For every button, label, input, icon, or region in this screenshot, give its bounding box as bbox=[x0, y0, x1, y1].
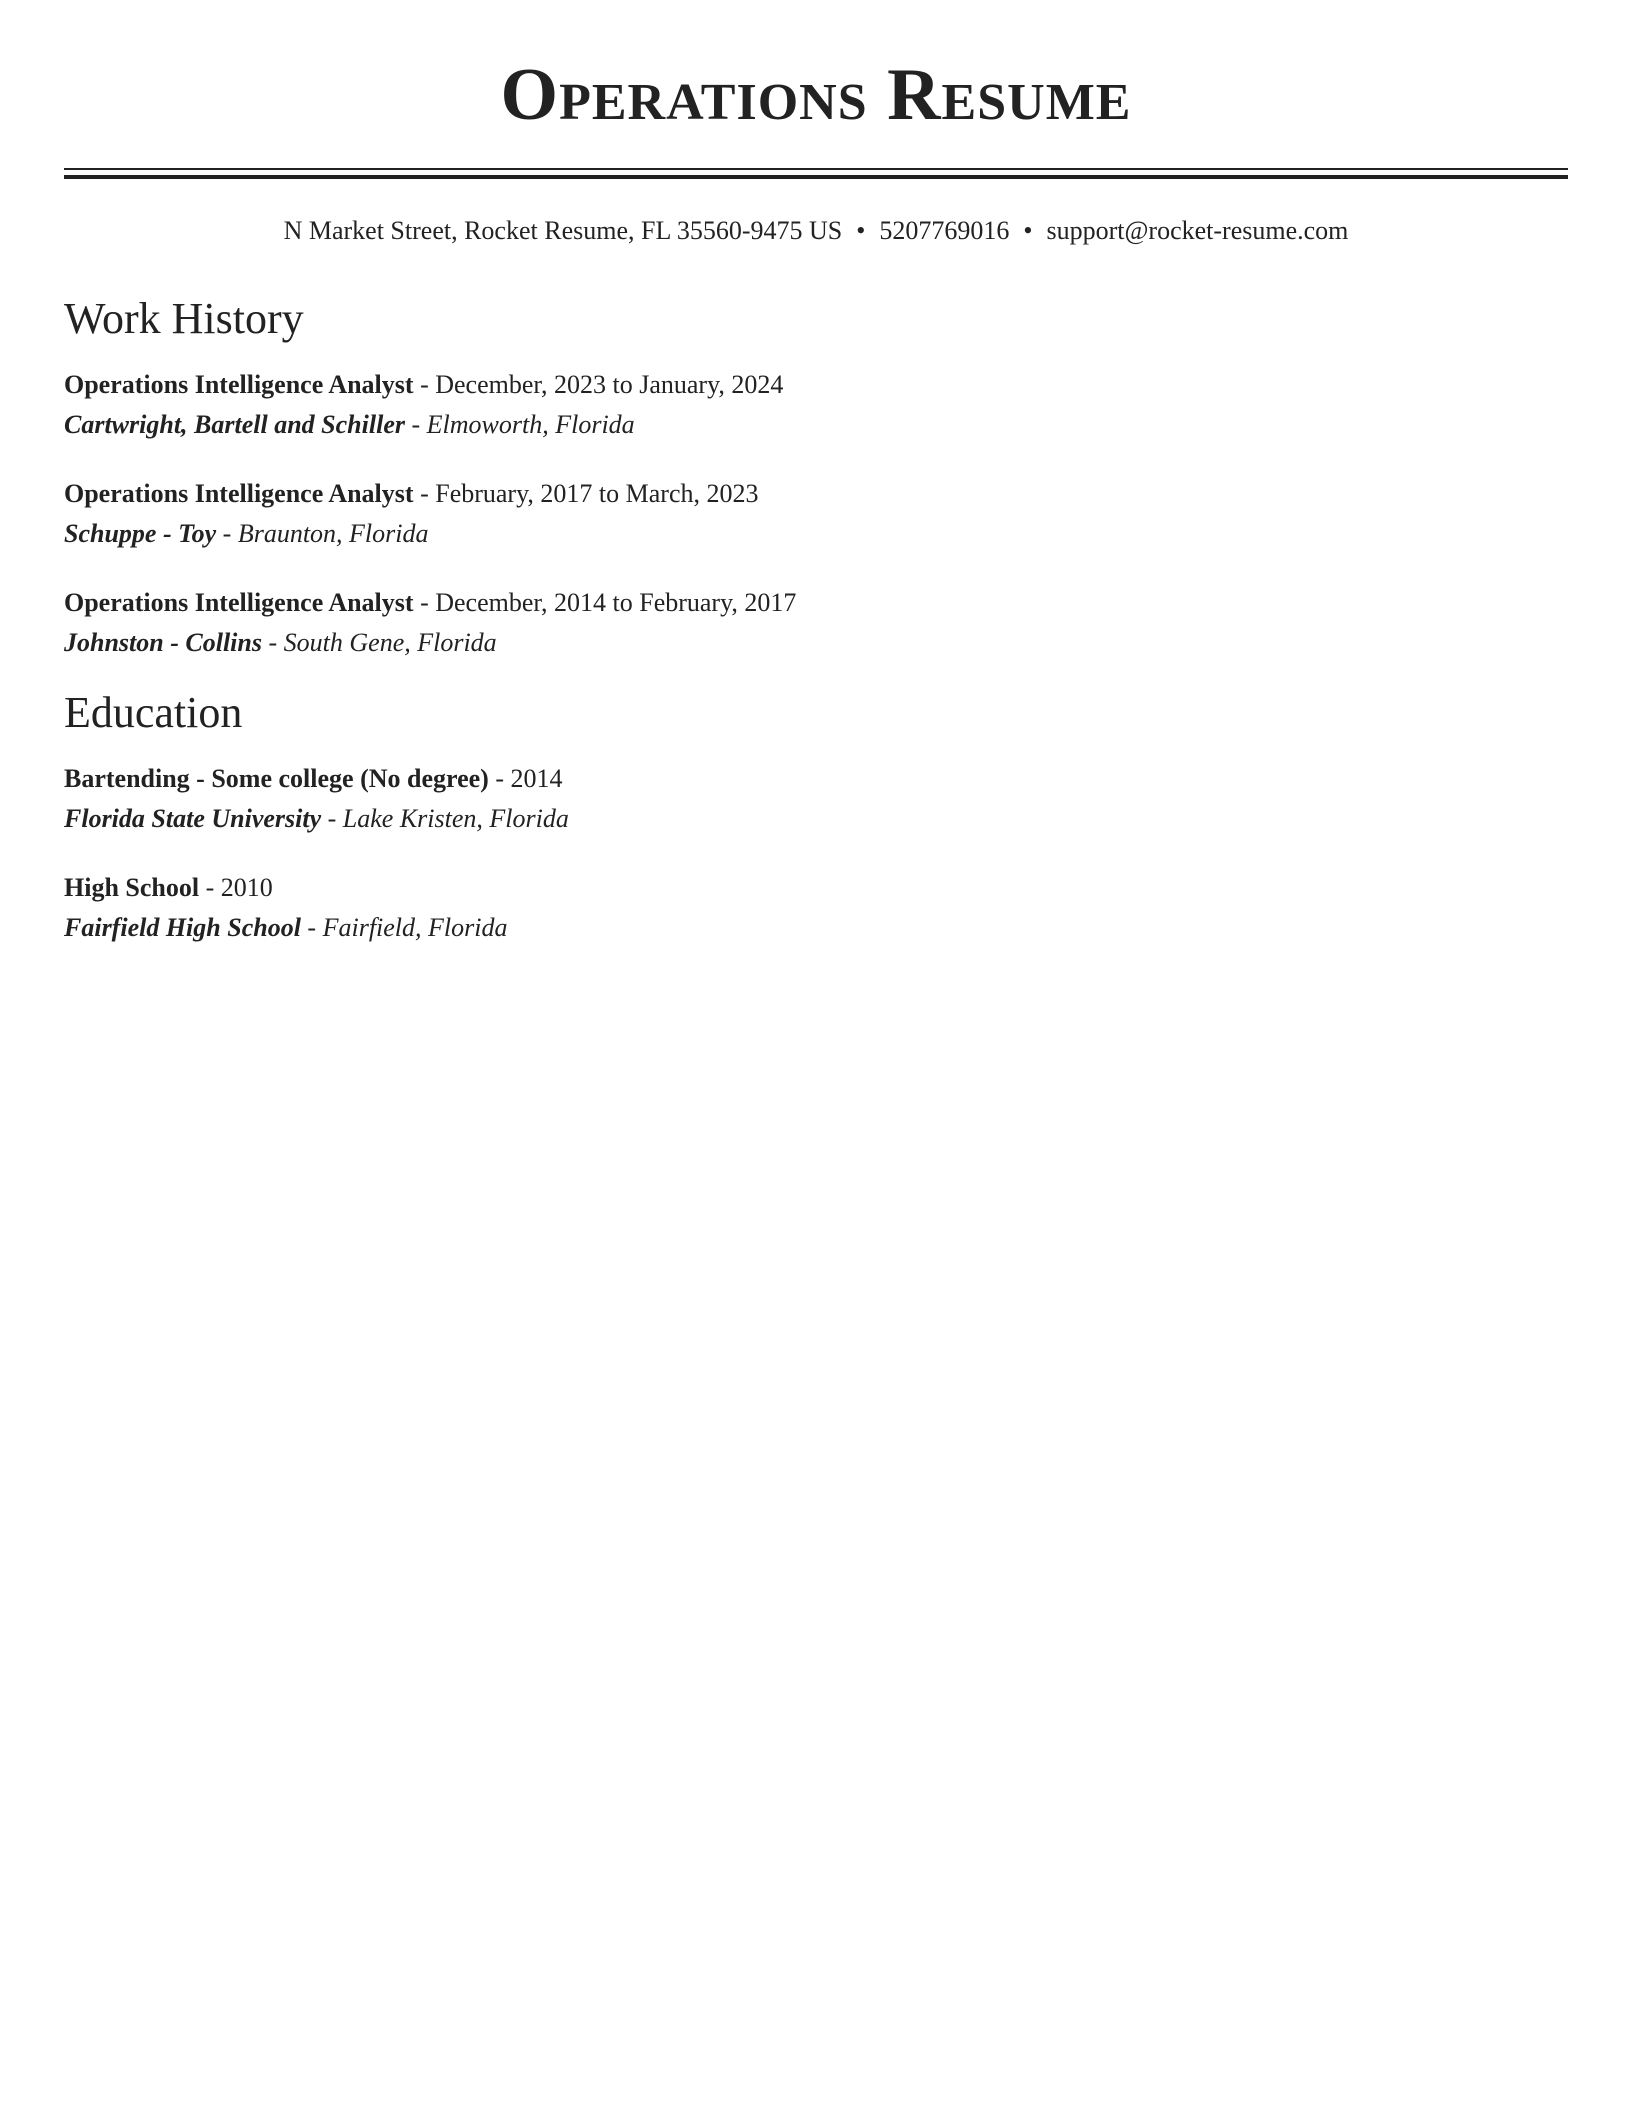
job-location: Elmoworth, Florida bbox=[426, 410, 635, 439]
contact-email[interactable]: support@rocket-resume.com bbox=[1046, 216, 1349, 245]
dash-separator: - bbox=[413, 588, 436, 617]
contact-separator: • bbox=[856, 216, 866, 245]
job-dates: December, 2023 to January, 2024 bbox=[435, 370, 784, 399]
contact-address: N Market Street, Rocket Resume, FL 35560-9475 US bbox=[283, 216, 843, 245]
dash-separator: - bbox=[413, 370, 436, 399]
school-name: Fairfield High School bbox=[64, 913, 301, 942]
work-entry-title-line bbox=[64, 474, 1568, 514]
education-entry bbox=[64, 868, 1568, 948]
dash-separator: - bbox=[413, 479, 436, 508]
contact-phone: 5207769016 bbox=[879, 216, 1010, 245]
title-divider-thin bbox=[64, 168, 1568, 170]
education-entry-degree-line bbox=[64, 759, 1568, 799]
dash-separator: - bbox=[404, 410, 427, 439]
dash-separator: - bbox=[199, 873, 221, 902]
work-history-heading: Work History bbox=[64, 294, 304, 343]
work-entry-company-line bbox=[64, 405, 1568, 445]
title-divider-thick bbox=[64, 175, 1568, 179]
dash-separator: - bbox=[216, 519, 238, 548]
job-title: Operations Intelligence Analyst bbox=[64, 370, 414, 399]
contact-separator: • bbox=[1023, 216, 1033, 245]
resume-title: Operations Resume bbox=[500, 54, 1132, 136]
education-heading: Education bbox=[64, 688, 243, 737]
dash-separator: - bbox=[488, 764, 511, 793]
graduation-year: 2014 bbox=[510, 764, 563, 793]
company-name: Schuppe - Toy bbox=[64, 519, 217, 548]
job-location: Braunton, Florida bbox=[237, 519, 429, 548]
work-entry-company-line bbox=[64, 623, 1568, 663]
job-title: Operations Intelligence Analyst bbox=[64, 588, 414, 617]
school-location: Fairfield, Florida bbox=[322, 913, 508, 942]
work-entry-title-line bbox=[64, 365, 1568, 405]
contact-line bbox=[64, 216, 1568, 246]
education-entry-school-line bbox=[64, 908, 1568, 948]
education-entry-school-line bbox=[64, 799, 1568, 839]
dash-separator: - bbox=[261, 628, 284, 657]
dash-separator: - bbox=[321, 804, 343, 833]
job-dates: February, 2017 to March, 2023 bbox=[435, 479, 759, 508]
dash-separator: - bbox=[300, 913, 323, 942]
education-entry bbox=[64, 759, 1568, 839]
graduation-year: 2010 bbox=[220, 873, 273, 902]
company-name: Cartwright, Bartell and Schiller bbox=[64, 410, 405, 439]
work-entry-title-line bbox=[64, 583, 1568, 623]
school-name: Florida State University bbox=[64, 804, 322, 833]
degree: High School bbox=[64, 873, 200, 902]
job-dates: December, 2014 to February, 2017 bbox=[435, 588, 797, 617]
education-entry-degree-line bbox=[64, 868, 1568, 908]
work-entry bbox=[64, 583, 1568, 663]
degree: Bartending - Some college (No degree) bbox=[64, 764, 489, 793]
job-location: South Gene, Florida bbox=[283, 628, 497, 657]
company-name: Johnston - Collins bbox=[64, 628, 262, 657]
job-title: Operations Intelligence Analyst bbox=[64, 479, 414, 508]
school-location: Lake Kristen, Florida bbox=[342, 804, 569, 833]
work-entry-company-line bbox=[64, 514, 1568, 554]
work-entry bbox=[64, 474, 1568, 554]
work-entry bbox=[64, 365, 1568, 445]
